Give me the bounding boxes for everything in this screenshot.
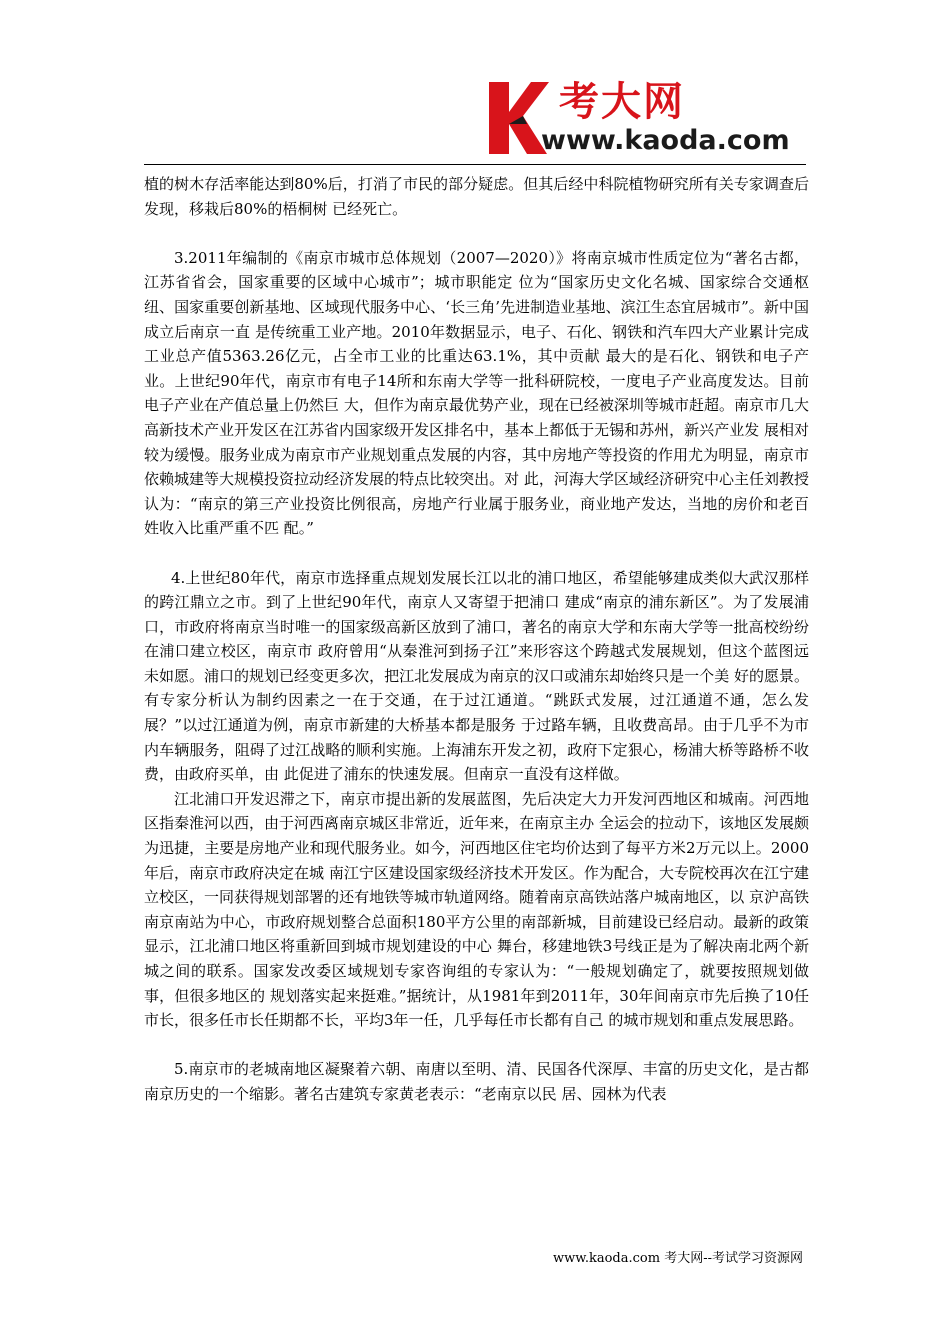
logo-k-icon — [487, 78, 549, 156]
logo-chinese-name: 考大网 — [559, 79, 685, 125]
paragraph-continued: 植的树木存活率能达到80%后，打消了市民的部分疑虑。但其后经中科院植物研究所有关专家调查后发现，移栽后80%的梧桐树 已经死亡。 — [144, 175, 809, 218]
logo-url: www.kaoda.com — [541, 125, 790, 156]
paragraph-5: 5.南京市的老城南地区凝聚着六朝、南唐以至明、清、民国各代深厚、丰富的历史文化，是古都南京历史的一个缩影。著名古建筑专家黄老表示：“老南京以民 居、园林为代表 — [144, 1060, 809, 1103]
paragraph-gap — [144, 1033, 809, 1058]
paragraph-4: 4.上世纪80年代，南京市选择重点规划发展长江以北的浦口地区，希望能够建成类似大武汉那样的跨江鼎立之市。到了上世纪90年代，南京人又寄望于把浦口 建成“南京的浦东新区”。为了发展浦口，市政府将南京当时唯一的国家级高新区放到了浦口，著名的南京大学和东南大学等一批高校纷纷在浦口建立校区，南京市 政府曾用“从秦淮河到扬子江”来形容这个跨越式发展规划，但这个蓝图远未如愿。浦口的规划已经变更多次，把江北发展成为南京的汉口或浦东却始终只是一个美 好的愿景。有专家分析认为制约因素之一在于交通，在于过江通道。“跳跃式发展，过江通道不通，怎么发展？”以过江通道为例，南京市新建的大桥基本都是服务 于过路车辆，且收费高昂。由于几乎不为市内车辆服务，阻碍了过江战略的顺利实施。上海浦东开发之初，政府下定狠心，杨浦大桥等路桥不收费，由政府买单，由 此促进了浦东的快速发展。但南京一直没有这样做。 — [144, 568, 809, 784]
article-body — [144, 172, 809, 1107]
paragraph-gap — [144, 541, 809, 566]
paragraph-3: 3.2011年编制的《南京市城市总体规划（2007—2020）》将南京城市性质定位为“著名古都，江苏省省会，国家重要的区域中心城市”；城市职能定 位为“国家历史文化名城、国家综合交通枢纽、国家重要创新基地、区域现代服务中心、‘长三角’先进制造业基地、滨江生态宜居城市”。新中国成立后南京一直 是传统重工业产地。2010年数据显示，电子、石化、钢铁和汽车四大产业累计完成工业总产值5363.26亿元，占全市工业的比重达63.1%，其中贡献 最大的是石化、钢铁和电子产业。上世纪90年代，南京市有电子14所和东南大学等一批科研院校，一度电子产业高度发达。目前电子产业在产值总量上仍然巨 大，但作为南京最优势产业，现在已经被深圳等城市赶超。南京市几大高新技术产业开发区在江苏省内国家级开发区排名中，基本上都低于无锡和苏州，新兴产业发 展相对较为缓慢。服务业成为南京市产业规划重点发展的内容，其中房地产等投资的作用尤为明显，南京市依赖城建等大规模投资拉动经济发展的特点比较突出。对 此，河海大学区域经济研究中心主任刘教授认为：“南京的第三产业投资比例很高，房地产行业属于服务业，商业地产发达，当地的房价和老百姓收入比重严重不匹 配。” — [144, 248, 809, 538]
paragraph-4-continued: 江北浦口开发迟滞之下，南京市提出新的发展蓝图，先后决定大力开发河西地区和城南。河西地区指秦淮河以西，由于河西离南京城区非常近，近年来，在南京主办 全运会的拉动下，该地区发展颇为迅捷，主要是房地产业和现代服务业。如今，河西地区住宅均价达到了每平方米2万元以上。2000年后，南京市政府决定在城 南江宁区建设国家级经济技术开发区。作为配合，大专院校再次在江宁建立校区，一同获得规划部署的还有地铁等城市轨道网络。随着南京高铁站落户城南地区，以 京沪高铁南京南站为中心，市政府规划整合总面积180平方公里的南部新城，目前建设已经启动。最新的政策显示，江北浦口地区将重新回到城市规划建设的中心 舞台，移建地铁3号线正是为了解决南北两个新城之间的联系。国家发改委区域规划专家咨询组的专家认为：“一般规划确定了，就要按照规划做事，但很多地区的 规划落实起来挺难。”据统计，从1981年到2011年，30年间南京市先后换了10任市长，很多任市长任期都不长，平均3年一任，几乎每任市长都有自己 的城市规划和重点发展思路。 — [144, 789, 809, 1030]
page-footer: www.kaoda.com 考大网--考试学习资源网 — [553, 1251, 803, 1266]
header-rule — [144, 164, 806, 165]
site-logo — [487, 78, 809, 160]
paragraph-gap — [144, 221, 809, 246]
